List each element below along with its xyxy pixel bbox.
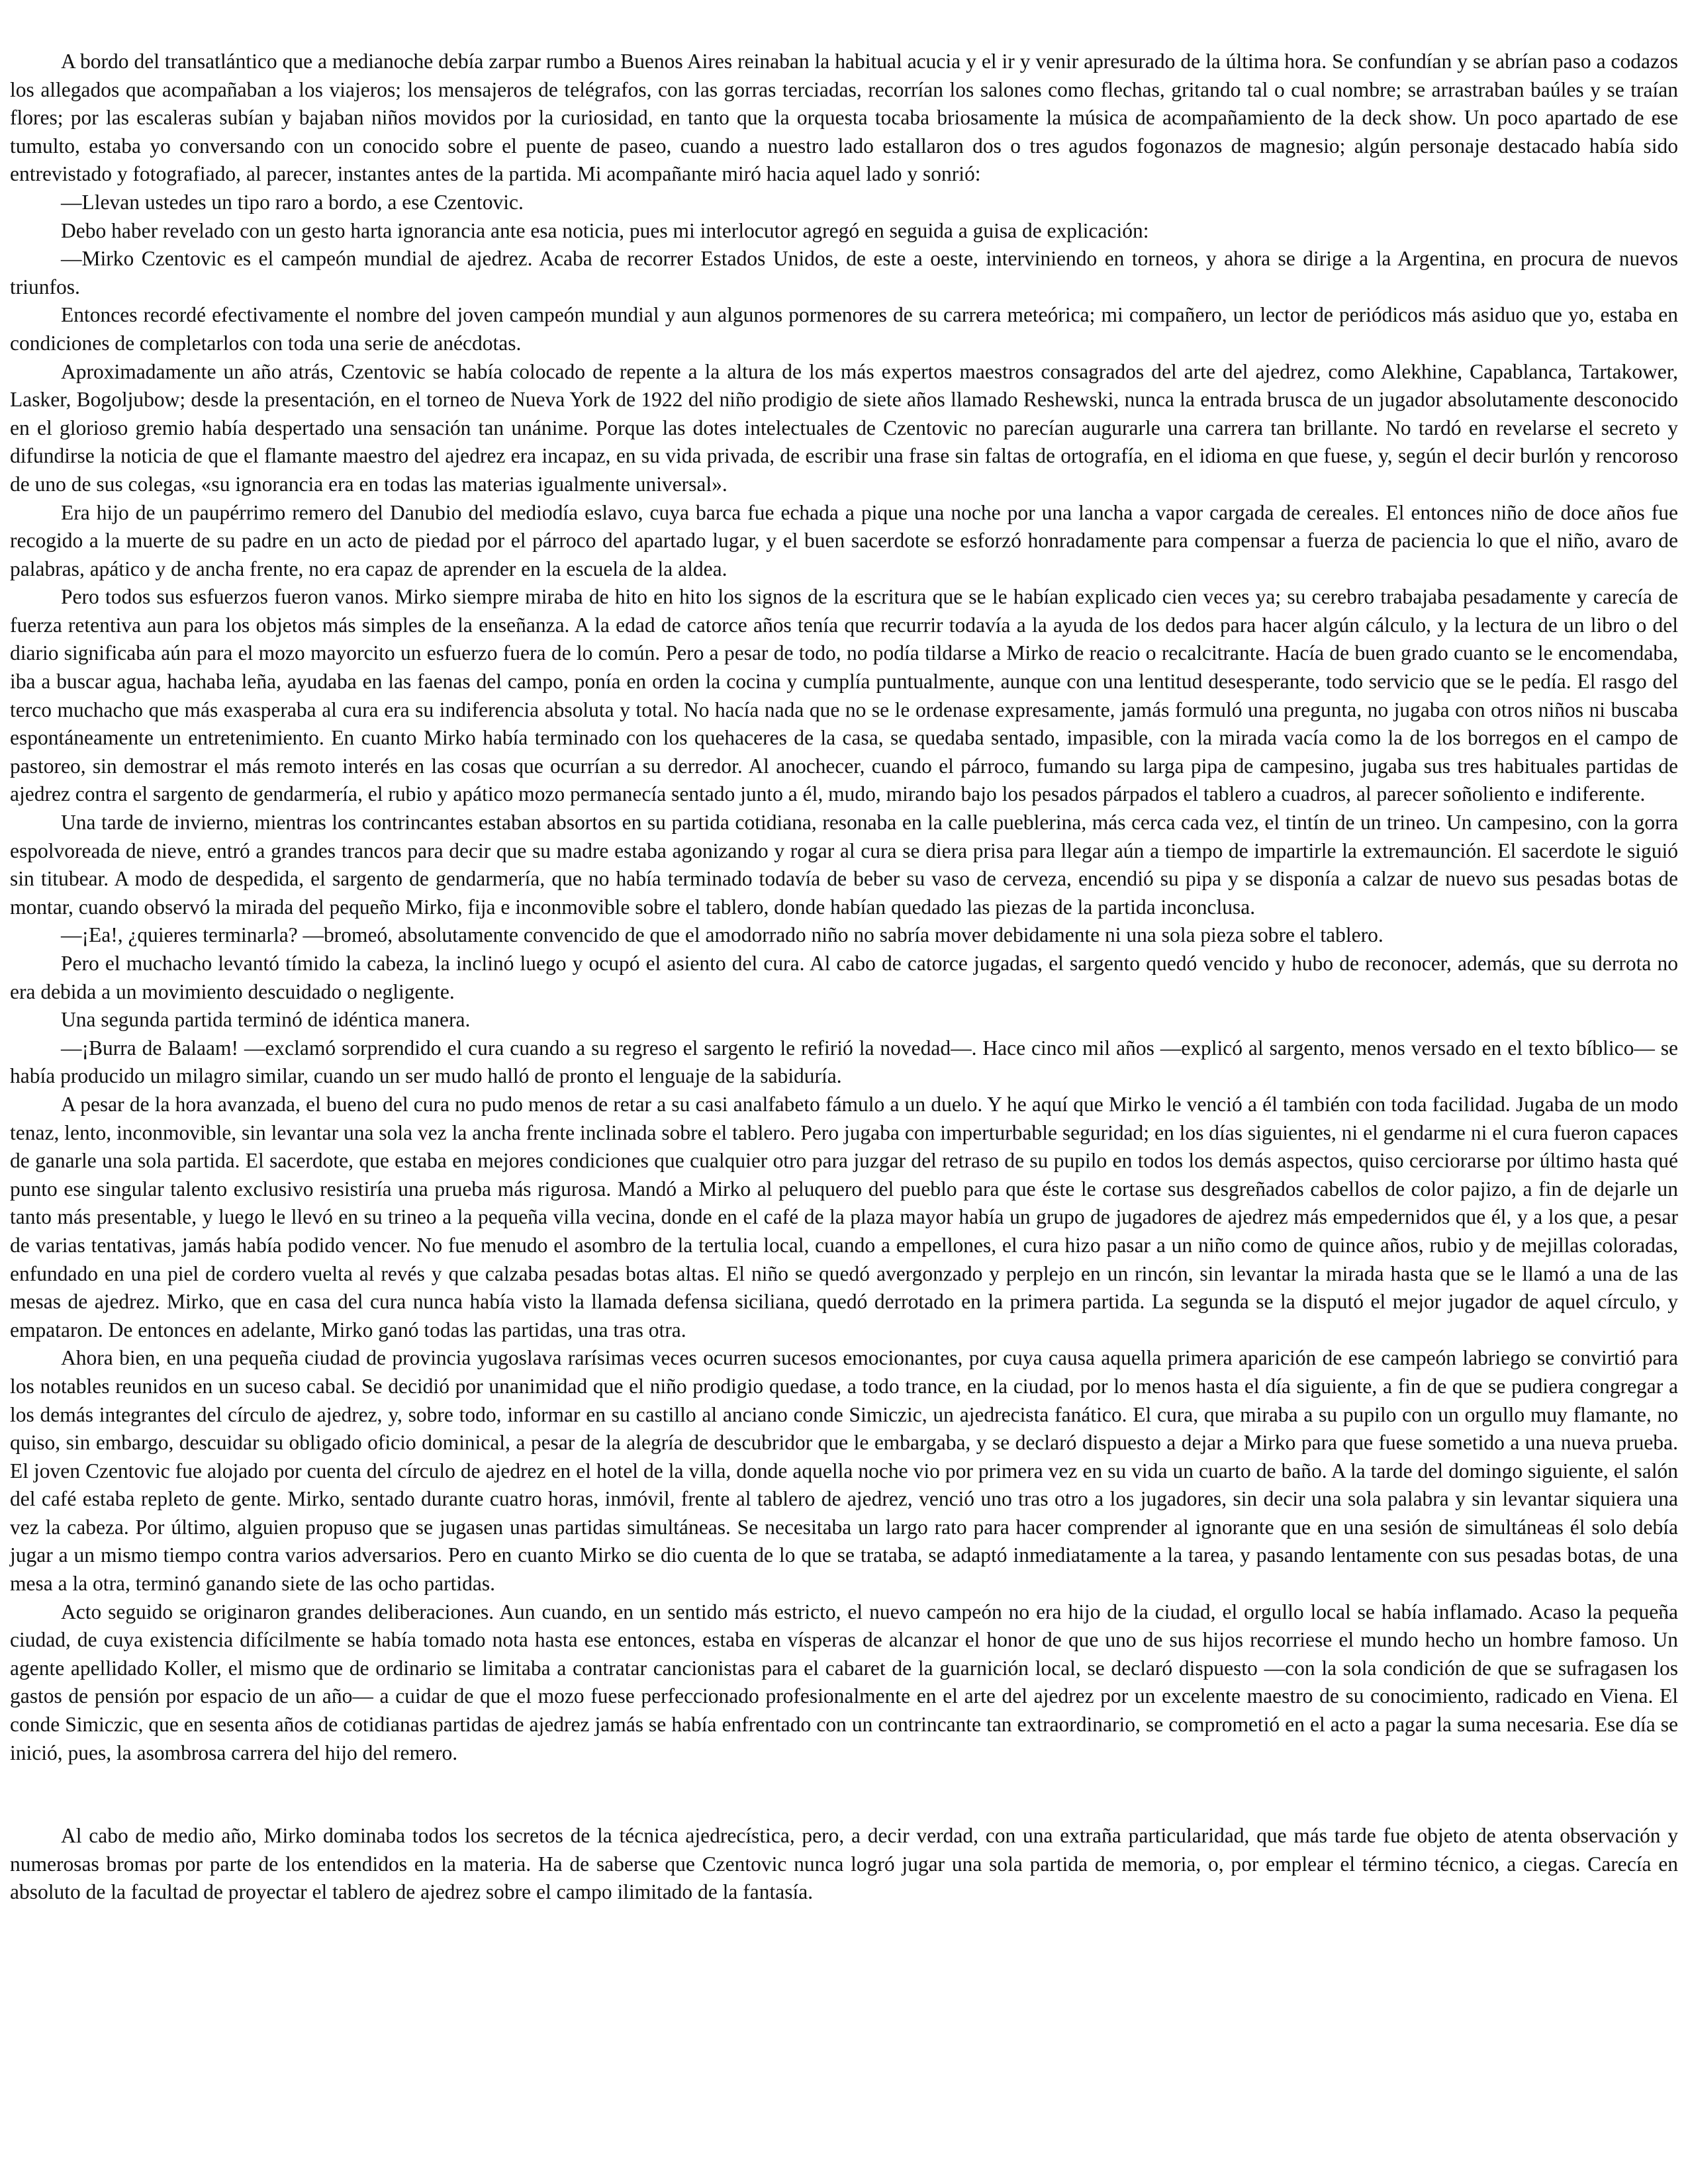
paragraph: Una tarde de invierno, mientras los contrincantes estaban absortos en su partida cotidiana, resonaba en la calle pueblerina, más cerca cada vez, el tintín de un trineo. Un campesino, con la gorra espolvoreada de nieve, entró a grandes trancos para decir que su madre estaba agonizando y rogar al cura se diera prisa para llegar aún a tiempo de impartirle la extremaunción. El sacerdote le siguió sin titubear. A modo de despedida, el sargento de gendarmería, que no había terminado todavía de beber su vaso de cerveza, encendió su pipa y se disponía a calzar de nuevo sus pesadas botas de montar, cuando observó la mirada del pequeño Mirko, fija e inconmovible sobre el tablero, donde habían quedado las piezas de la partida inconclusa.	[10, 811, 1678, 919]
paragraph: Debo haber revelado con un gesto harta ignorancia ante esa noticia, pues mi interlocutor agregó en seguida a guisa de explicación:	[61, 218, 1149, 242]
paragraph: A pesar de la hora avanzada, el bueno del cura no pudo menos de retar a su casi analfabeto fámulo a un duelo. Y he aquí que Mirko le venció a él también con toda facilidad. Jugaba de un modo tenaz, lento, inconmovible, sin levantar una sola vez la ancha frente inclinada sobre el tablero. Pero jugaba con imperturbable seguridad; en los días siguientes, ni el gendarme ni el cura fueron capaces de ganarle una sola partida. El sacerdote, que estaba en mejores condiciones que cualquier otro para juzgar del retraso de su pupilo en todos los demás aspectos, quiso cerciorarse por último hasta qué punto ese singular talento exclusivo resistiría una prueba más rigurosa. Mandó a Mirko al peluquero del pueblo para que éste le cortase sus desgreñados cabellos de color pajizo, a fin de dejarle un tanto más presentable, y luego le llevó en su trineo a la pequeña villa vecina, donde en el café de la plaza mayor había un grupo de jugadores de ajedrez más empedernidos que él, y a los que, a pesar de varias tentativas, jamás había podido vencer. No fue menudo el asombro de la tertulia local, cuando a empellones, el cura hizo pasar a un niño como de quince años, rubio y de mejillas coloradas, enfundado en una piel de cordero vuelta al revés y que calzaba pesadas botas altas. El niño se quedó avergonzado y perplejo en un rincón, sin levantar la mirada hasta que se le llamó a una de las mesas de ajedrez. Mirko, que en casa del cura nunca había visto la llamada defensa siciliana, quedó derrotado en la primera partida. La segunda se la disputó el mejor jugador de aquel círculo, y empataron. De entonces en adelante, Mirko ganó todas las partidas, una tras otra.	[10, 1092, 1678, 1342]
paragraph: Una segunda partida terminó de idéntica manera.	[61, 1008, 471, 1032]
dialogue-line: —¡Burra de Balaam! —exclamó sorprendido el cura cuando a su regreso el sargento le refirió la novedad—. Hace cinco mil años —explicó al sargento, menos versado en el texto bíblico— se había producido un milagro similar, cuando un ser mudo halló de pronto el lenguaje de la sabiduría.	[10, 1036, 1678, 1088]
dialogue-line: —Llevan ustedes un tipo raro a bordo, a ese Czentovic.	[61, 190, 524, 214]
paragraph: Entonces recordé efectivamente el nombre del joven campeón mundial y aun algunos pormenores de su carrera meteórica; mi compañero, un lector de periódicos más asiduo que yo, estaba en condiciones de completarlos con toda una serie de anécdotas.	[10, 303, 1678, 355]
paragraph: A bordo del transatlántico que a medianoche debía zarpar rumbo a Buenos Aires reinaban la habitual acucia y el ir y venir apresurado de la última hora. Se confundían y se abrían paso a codazos los allegados que acompañaban a los viajeros; los mensajeros de telégrafos, con las gorras terciadas, recorrían los salones como flechas, gritando tal o cual nombre; se arrastraban baúles y se traían flores; por las escaleras subían y bajaban niños movidos por la curiosidad, en tanto que la orquesta tocaba briosamente la música de acompañamiento de la deck show. Un poco apartado de ese tumulto, estaba yo conversando con un conocido sobre el puente de paseo, cuando a nuestro lado estallaron dos o tres agudos fogonazos de magnesio; algún personaje destacado había sido entrevistado y fotografiado, al parecer, instantes antes de la partida. Mi acompañante miró hacia aquel lado y sonrió:	[10, 50, 1678, 186]
paragraph: Acto seguido se originaron grandes deliberaciones. Aun cuando, en un sentido más estricto, el nuevo campeón no era hijo de la ciudad, el orgullo local se había inflamado. Acaso la pequeña ciudad, de cuya existencia difícilmente se había tomado nota hasta ese entonces, estaba en vísperas de alcanzar el honor de que uno de sus hijos recorriese el mundo hecho un hombre famoso. Un agente apellidado Koller, el mismo que de ordinario se limitaba a contratar cancionistas para el cabaret de la guarnición local, se declaró dispuesto —con la sola condición de que se sufragasen los gastos de pensión por espacio de un año— a cuidar de que el mozo fuese perfeccionado profesionalmente en el arte del ajedrez por un excelente maestro de su conocimiento, radicado en Viena. El conde Simiczic, que en sesenta años de cotidianas partidas de ajedrez jamás se había enfrentado con un contrincante tan extraordinario, se comprometió en el acto a pagar la suma necesaria. Ese día se inició, pues, la asombrosa carrera del hijo del remero.	[10, 1600, 1678, 1764]
paragraph: Pero todos sus esfuerzos fueron vanos. Mirko siempre miraba de hito en hito los signos de la escritura que se le habían explicado cien veces ya; su cerebro trabajaba pesadamente y carecía de fuerza retentiva aun para los objetos más simples de la enseñanza. A la edad de catorce años tenía que recurrir todavía a la ayuda de los dedos para hacer algún cálculo, y la lectura de un libro o del diario significaba aún para el mozo mayorcito un esfuerzo fuera de lo común. Pero a pesar de todo, no podía tildarse a Mirko de reacio o recalcitrante. Hacía de buen grado cuanto se le encomendaba, iba a buscar agua, hachaba leña, ayudaba en las faenas del campo, ponía en orden la cocina y cumplía puntualmente, aunque con una lentitud desesperante, todo servicio que se le pedía. El rasgo del terco muchacho que más exasperaba al cura era su indiferencia absoluta y total. No hacía nada que no se le ordenase expresamente, jamás formuló una pregunta, no jugaba con otros niños ni buscaba espontáneamente un entretenimiento. En cuanto Mirko había terminado con los quehaceres de la casa, se quedaba sentado, impasible, con la mirada vacía como la de los borregos en el campo de pastoreo, sin demostrar el más remoto interés en las cosas que ocurrían a su derredor. Al anochecer, cuando el párroco, fumando su larga pipa de campesino, jugaba sus tres habituales partidas de ajedrez contra el sargento de gendarmería, el rubio y apático mozo permanecía sentado junto a él, mudo, mirando bajo los pesados párpados el tablero a cuadros, al parecer soñoliento e indiferente.	[10, 585, 1678, 806]
dialogue-line: —Mirko Czentovic es el campeón mundial de ajedrez. Acaba de recorrer Estados Unidos, de este a oeste, interviniendo en torneos, y ahora se dirige a la Argentina, en procura de nuevos triunfos.	[10, 247, 1678, 298]
paragraph: Aproximadamente un año atrás, Czentovic se había colocado de repente a la altura de los más expertos maestros consagrados del arte del ajedrez, como Alekhine, Capablanca, Tartakower, Lasker, Bogoljubow; desde la presentación, en el torneo de Nueva York de 1922 del niño prodigio de siete años llamado Reshewski, nunca la entrada brusca de un jugador absolutamente desconocido en el glorioso gremio había despertado una sensación tan unánime. Porque las dotes intelectuales de Czentovic no parecían augurarle una carrera tan brillante. No tardó en revelarse el secreto y difundirse la noticia de que el flamante maestro del ajedrez era incapaz, en su vida privada, de escribir una frase sin faltas de ortografía, en el idioma en que fuese, y, según el decir burlón y rencoroso de uno de sus colegas, «su ignorancia era en todas las materias igualmente universal».	[10, 359, 1678, 496]
paragraph: Pero el muchacho levantó tímido la cabeza, la inclinó luego y ocupó el asiento del cura. Al cabo de catorce jugadas, el sargento quedó vencido y hubo de reconocer, además, que su derrota no era debida a un movimiento descuidado o negligente.	[10, 952, 1678, 1003]
dialogue-line: —¡Ea!, ¿quieres terminarla? —bromeó, absolutamente convencido de que el amodorrado niño no sabría mover debidamente ni una sola pieza sobre el tablero.	[61, 923, 1383, 947]
paragraph: Ahora bien, en una pequeña ciudad de provincia yugoslava rarísimas veces ocurren sucesos emocionantes, por cuya causa aquella primera aparición de ese campeón labriego se convirtió para los notables reunidos en un suceso cabal. Se decidió por unanimidad que el niño prodigio quedase, a todo trance, en la ciudad, por lo menos hasta el día siguiente, a fin de que se pudiera congregar a los demás integrantes del círculo de ajedrez, y, sobre todo, informar en su castillo al anciano conde Simiczic, un ajedrecista fanático. El cura, que miraba a su pupilo con un orgullo muy flamante, no quiso, sin embargo, descuidar su obligado oficio dominical, a pesar de la alegría de descubridor que le embargaba, y se declaró dispuesto a dejar a Mirko para que fuese sometido a una nueva prueba. El joven Czentovic fue alojado por cuenta del círculo de ajedrez en el hotel de la villa, donde aquella noche vio por primera vez en su vida un cuarto de baño. A la tarde del domingo siguiente, el salón del café estaba repleto de gente. Mirko, sentado durante cuatro horas, inmóvil, frente al tablero de ajedrez, venció uno tras otro a los jugadores, sin decir una sola palabra y sin levantar siquiera una vez la cabeza. Por último, alguien propuso que se jugasen unas partidas simultáneas. Se necesitaba un largo rato para hacer comprender al ignorante que en una sesión de simultáneas él solo debía jugar a un mismo tiempo contra varios adversarios. Pero en cuanto Mirko se dio cuenta de lo que se trataba, se adaptó inmediatamente a la tarea, y pasando lentamente con sus pesadas botas, de una mesa a la otra, terminó ganando siete de las ocho partidas.	[10, 1346, 1678, 1596]
paragraph: Era hijo de un paupérrimo remero del Danubio del mediodía eslavo, cuya barca fue echada a pique una noche por una lancha a vapor cargada de cereales. El entonces niño de doce años fue recogido a la muerte de su padre en un acto de piedad por el párroco del apartado lugar, y el buen sacerdote se esforzó honradamente para compensar a fuerza de paciencia lo que el niño, avaro de palabras, apático y de ancha frente, no era capaz de aprender en la escuela de la aldea.	[10, 500, 1678, 580]
paragraph: Al cabo de medio año, Mirko dominaba todos los secretos de la técnica ajedrecística, pero, a decir verdad, con una extraña particularidad, que más tarde fue objeto de atenta observación y numerosas bromas por parte de los entendidos en la materia. Ha de saberse que Czentovic nunca logró jugar una sola partida de memoria, o, por emplear el término técnico, a ciegas. Carecía en absoluto de la facultad de proyectar el tablero de ajedrez sobre el campo ilimitado de la fantasía.	[10, 1824, 1678, 1904]
